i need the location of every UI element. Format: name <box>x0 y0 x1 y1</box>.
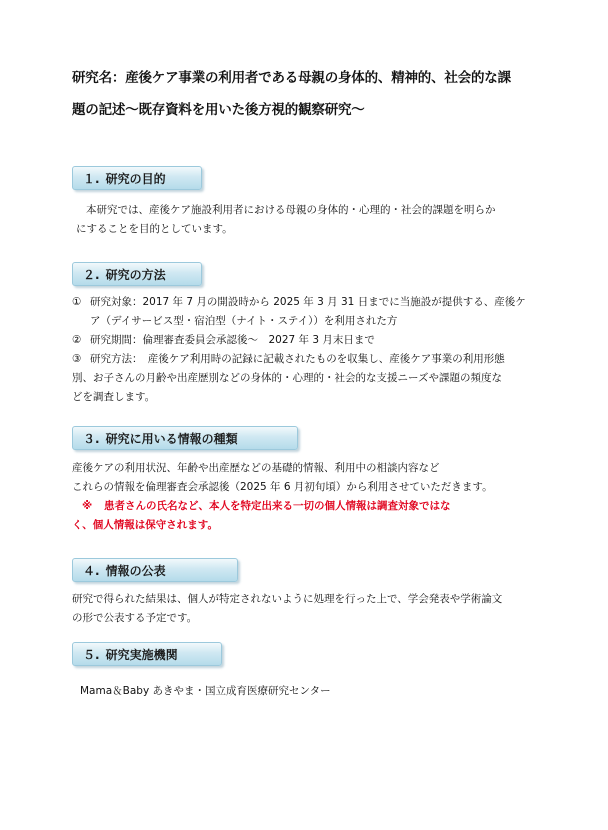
section-4-body-line-2: の形で公表する予定です。 <box>72 612 198 624</box>
method-item-1-mark: ① <box>72 296 82 308</box>
privacy-note <box>72 497 552 535</box>
privacy-note-line-1: 患者さんの氏名など、本人を特定出来る一切の個人情報は調査対象ではな <box>104 500 451 512</box>
section-3-heading-text: 研究に用いる情報の種類 <box>105 432 238 446</box>
method-item-3-line-3: どを調査します。 <box>72 391 156 403</box>
section-5-heading-text: 研究実施機関 <box>105 648 178 662</box>
method-item-1-line-1: 研究対象：2017 年 7 月の開設時から 2025 年 3 月 31 日までに当施設が提供する、産後ケ <box>90 296 526 308</box>
method-item-2-mark: ② <box>72 334 82 346</box>
method-item-3-mark: ③ <box>72 353 82 365</box>
section-1-heading-text: 研究の目的 <box>105 172 166 186</box>
study-title-line-1: 研究名：産後ケア事業の利用者である母親の身体的、精神的、社会的な課 <box>72 70 511 86</box>
section-3-heading <box>72 426 298 450</box>
section-3-number: ３. <box>83 432 100 446</box>
method-item-3 <box>72 350 552 407</box>
section-5-number: ５. <box>83 648 100 662</box>
section-4-number: ４. <box>83 564 100 578</box>
method-item-3-line-1: 研究方法： 産後ケア利用時の記録に記載されたものを収集し、産後ケア事業の利用形態 <box>90 353 505 365</box>
privacy-note-line-2: く、個人情報は保守されます。 <box>72 519 218 531</box>
section-2-heading-text: 研究の方法 <box>105 268 166 282</box>
section-5-heading <box>72 642 222 666</box>
method-item-1-line-2: ア（デイサービス型・宿泊型（ナイト・ステイ））を利用された方 <box>90 315 398 327</box>
study-title-line-2: 題の記述～既存資料を用いた後方視的観察研究～ <box>72 102 365 118</box>
privacy-note-mark: ※ <box>82 500 93 512</box>
section-4-heading-text: 情報の公表 <box>105 564 166 578</box>
section-5-body-line-1: Mama＆Baby あきやま・国立成育医療研究センター <box>80 685 331 697</box>
method-item-2 <box>72 331 552 350</box>
method-item-3-line-2: 別、お子さんの月齢や出産歴別などの身体的・心理的・社会的な支援ニーズや課題の頻度な <box>72 372 502 384</box>
section-3-body <box>72 459 552 535</box>
section-1-body <box>76 201 556 239</box>
section-4-heading <box>72 558 238 582</box>
method-item-2-line-1: 研究期間：倫理審査委員会承認後～ 2027 年 3 月末日まで <box>90 334 375 346</box>
section-4-body <box>72 590 552 628</box>
method-item-1 <box>72 293 552 331</box>
section-1-number: １. <box>83 172 100 186</box>
section-1-heading <box>72 166 202 190</box>
section-3-body-line-2: これらの情報を倫理審査会承認後（2025 年 6 月初旬頃）から利用させていただきます。 <box>72 481 493 493</box>
section-3-body-line-1: 産後ケアの利用状況、年齢や出産歴などの基礎的情報、利用中の相談内容など <box>72 462 440 474</box>
section-2-body <box>72 293 552 407</box>
section-1-body-line-1: 本研究では、産後ケア施設利用者における母親の身体的・心理的・社会的課題を明らか <box>86 204 496 216</box>
section-5-body <box>80 682 550 701</box>
section-2-heading <box>72 262 202 286</box>
study-title <box>72 62 552 126</box>
section-2-number: ２. <box>83 268 100 282</box>
section-4-body-line-1: 研究で得られた結果は、個人が特定されないように処理を行った上で、学会発表や学術論文 <box>72 593 503 605</box>
section-1-body-line-2: にすることを目的としています。 <box>76 223 233 235</box>
